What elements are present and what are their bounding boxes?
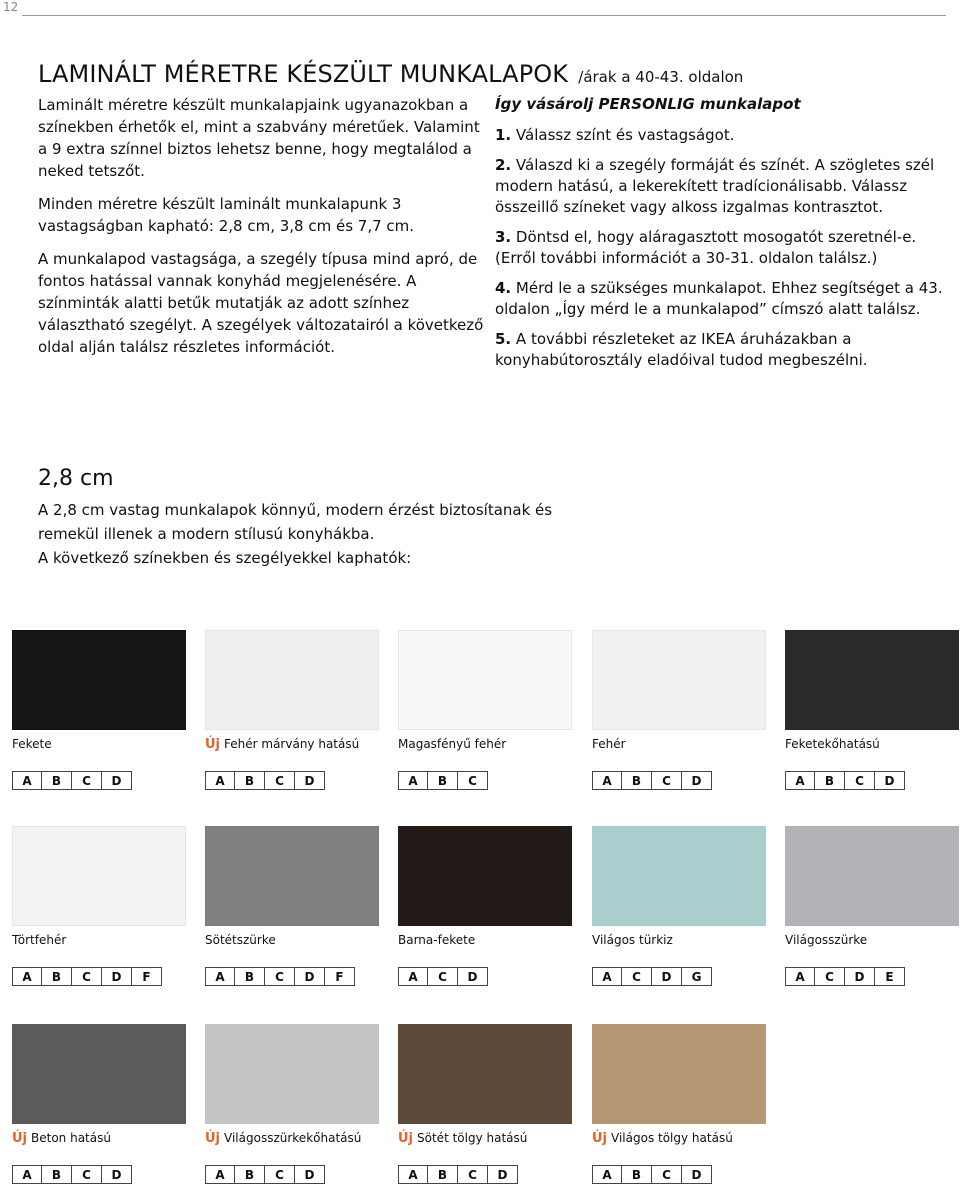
- swatch-card: [592, 630, 766, 788]
- swatch-label: [205, 737, 359, 752]
- color-swatch: [592, 630, 766, 730]
- swatch-name-text: Világos tölgy hatású: [611, 1131, 733, 1145]
- edge-options: [592, 771, 712, 790]
- swatch-card: [398, 1024, 572, 1182]
- edge-option-c: C: [845, 771, 875, 790]
- swatch-label: [398, 1131, 527, 1146]
- swatch-name-text: Feketekőhatású: [785, 737, 880, 751]
- edge-option-b: B: [235, 967, 265, 986]
- swatch-name-text: Világosszürke: [785, 933, 868, 947]
- swatch-label: [592, 737, 626, 751]
- step-text: Mérd le a szükséges munkalapot. Ehhez segítséget a 43. oldalon „Így mérd le a munkalapod” címszó alatt találsz.: [495, 279, 943, 318]
- swatch-card: [12, 826, 186, 984]
- edge-option-a: A: [398, 967, 428, 986]
- edge-options: [205, 1165, 325, 1184]
- edge-option-c: C: [622, 967, 652, 986]
- edge-option-a: A: [592, 967, 622, 986]
- swatch-name-text: Fehér: [592, 737, 626, 751]
- color-swatch: [205, 826, 379, 926]
- swatch-card: [592, 1024, 766, 1182]
- swatch-card: [205, 826, 379, 984]
- edge-option-a: A: [592, 771, 622, 790]
- edge-option-a: A: [205, 1165, 235, 1184]
- swatch-label: [785, 933, 867, 947]
- step-item: [495, 227, 955, 269]
- color-swatch: [398, 1024, 572, 1124]
- edge-option-c: C: [458, 1165, 488, 1184]
- swatch-card: [398, 826, 572, 984]
- edge-options: [12, 771, 132, 790]
- edge-option-c: C: [265, 1165, 295, 1184]
- edge-option-b: B: [42, 967, 72, 986]
- swatch-name-text: Világosszürkekőhatású: [224, 1131, 362, 1145]
- color-swatch: [205, 630, 379, 730]
- section-heading: 2,8 cm: [38, 466, 114, 491]
- swatch-card: [785, 630, 959, 788]
- edge-option-b: B: [622, 1165, 652, 1184]
- edge-option-d: D: [295, 771, 325, 790]
- color-swatch: [592, 826, 766, 926]
- step-number: 3.: [495, 228, 512, 246]
- swatch-name-text: Fekete: [12, 737, 52, 751]
- new-badge: Új: [205, 737, 221, 752]
- edge-option-a: A: [12, 967, 42, 986]
- swatch-name-text: Beton hatású: [31, 1131, 111, 1145]
- edge-option-b: B: [622, 771, 652, 790]
- swatch-card: [785, 826, 959, 984]
- section-paragraph: A 2,8 cm vastag munkalapok könnyű, modern érzést biztosítanak és remekül illenek a modern stílusú konyhákba.: [38, 501, 553, 543]
- edge-option-c: C: [72, 967, 102, 986]
- edge-option-c: C: [72, 771, 102, 790]
- section-paragraph: A következő színekben és szegélyekkel kaphatók:: [38, 549, 412, 567]
- edge-option-b: B: [235, 771, 265, 790]
- color-swatch: [12, 1024, 186, 1124]
- swatch-name-text: Sötét tölgy hatású: [417, 1131, 528, 1145]
- edge-option-a: A: [12, 1165, 42, 1184]
- step-number: 2.: [495, 156, 512, 174]
- edge-option-g: G: [682, 967, 712, 986]
- edge-option-c: C: [428, 967, 458, 986]
- color-swatch: [592, 1024, 766, 1124]
- edge-option-a: A: [785, 771, 815, 790]
- swatch-label: [12, 1131, 111, 1146]
- step-number: 4.: [495, 279, 512, 297]
- step-item: [495, 329, 955, 371]
- edge-option-d: D: [295, 967, 325, 986]
- color-swatch: [398, 826, 572, 926]
- color-swatch: [398, 630, 572, 730]
- step-text: Döntsd el, hogy aláragasztott mosogatót szeretnél-e. (Erről további információt a 30-31. oldalon találsz.): [495, 228, 917, 267]
- edge-option-b: B: [42, 771, 72, 790]
- edge-option-d: D: [102, 1165, 132, 1184]
- swatch-card: [205, 630, 379, 788]
- edge-option-f: F: [325, 967, 355, 986]
- edge-option-f: F: [132, 967, 162, 986]
- color-swatch: [785, 630, 959, 730]
- edge-options: [398, 771, 488, 790]
- edge-options: [592, 967, 712, 986]
- top-rule: [22, 15, 946, 16]
- step-number: 5.: [495, 330, 512, 348]
- edge-options: [12, 967, 162, 986]
- intro-paragraph: Minden méretre készült laminált munkalapunk 3 vastagságban kapható: 2,8 cm, 3,8 cm és 7,7 cm.: [38, 195, 415, 235]
- intro-paragraph: Laminált méretre készült munkalapjaink ugyanazokban a színekben érhetők el, mint a szabvány méretűek. Valamint a 9 extra színnel biztos lehetsz benne, hogy megtalálod a neked tetszőt.: [38, 96, 480, 180]
- edge-option-c: C: [265, 967, 295, 986]
- new-badge: Új: [592, 1131, 608, 1146]
- swatch-card: [205, 1024, 379, 1182]
- swatch-name-text: Fehér márvány hatású: [224, 737, 360, 751]
- swatch-label: [398, 933, 475, 947]
- swatch-label: [205, 933, 276, 947]
- step-number: 1.: [495, 126, 512, 144]
- edge-option-b: B: [815, 771, 845, 790]
- edge-option-c: C: [652, 1165, 682, 1184]
- swatch-name-text: Barna-fekete: [398, 933, 476, 947]
- edge-option-d: D: [102, 771, 132, 790]
- color-swatch: [12, 630, 186, 730]
- step-item: [495, 125, 955, 146]
- edge-options: [785, 771, 905, 790]
- swatch-label: [785, 737, 880, 751]
- edge-option-b: B: [235, 1165, 265, 1184]
- intro-column: [38, 94, 488, 369]
- edge-option-d: D: [682, 1165, 712, 1184]
- step-text: A további részleteket az IKEA áruházakban a konyhabútorosztály eladóival tudod megbeszélni.: [495, 330, 868, 369]
- new-badge: Új: [398, 1131, 414, 1146]
- how-to-buy-heading: Így vásárolj PERSONLIG munkalapot: [495, 95, 801, 113]
- swatch-card: [592, 826, 766, 984]
- swatch-card: [12, 630, 186, 788]
- edge-option-a: A: [592, 1165, 622, 1184]
- edge-option-d: D: [102, 967, 132, 986]
- new-badge: Új: [12, 1131, 28, 1146]
- swatch-card: [12, 1024, 186, 1182]
- edge-option-a: A: [785, 967, 815, 986]
- page-number: 12: [3, 0, 19, 14]
- edge-option-b: B: [428, 1165, 458, 1184]
- edge-option-d: D: [488, 1165, 518, 1184]
- edge-option-a: A: [398, 1165, 428, 1184]
- how-to-buy-column: [495, 94, 955, 380]
- edge-option-d: D: [652, 967, 682, 986]
- edge-options: [12, 1165, 132, 1184]
- swatch-label: [12, 737, 52, 751]
- swatch-label: [592, 933, 673, 947]
- edge-option-a: A: [12, 771, 42, 790]
- edge-option-d: D: [295, 1165, 325, 1184]
- new-badge: Új: [205, 1131, 221, 1146]
- edge-options: [205, 967, 355, 986]
- swatch-name-text: Törtfehér: [12, 933, 67, 947]
- edge-option-b: B: [42, 1165, 72, 1184]
- swatch-label: [12, 933, 66, 947]
- edge-option-a: A: [205, 967, 235, 986]
- edge-option-c: C: [72, 1165, 102, 1184]
- edge-option-c: C: [458, 771, 488, 790]
- intro-paragraph: A munkalapod vastagsága, a szegély típusa mind apró, de fontos hatással vannak konyhád megjelenésére. A színminták alatti betűk mutatják az adott színhez választható szegélyt. A szegélyek változatairól a következő oldal alján találsz részletes információt.: [38, 250, 484, 356]
- color-swatch: [205, 1024, 379, 1124]
- swatch-card: [398, 630, 572, 788]
- color-swatch: [12, 826, 186, 926]
- edge-option-d: D: [682, 771, 712, 790]
- edge-options: [398, 1165, 518, 1184]
- edge-option-a: A: [398, 771, 428, 790]
- step-item: [495, 278, 955, 320]
- title-sub: /árak a 40-43. oldalon: [578, 68, 744, 86]
- swatch-name-text: Sötétszürke: [205, 933, 276, 947]
- thickness-section: [38, 466, 598, 570]
- edge-options: [205, 771, 325, 790]
- step-text: Válaszd ki a szegély formáját és színét. A szögletes szél modern hatású, a lekerekített tradícionálisabb. Válassz összeillő színeket vagy alkoss izgalmas kontrasztot.: [495, 156, 935, 216]
- edge-options: [785, 967, 905, 986]
- edge-option-d: D: [845, 967, 875, 986]
- edge-option-e: E: [875, 967, 905, 986]
- step-text: Válassz színt és vastagságot.: [515, 126, 735, 144]
- edge-option-c: C: [815, 967, 845, 986]
- step-item: [495, 155, 955, 218]
- swatch-name-text: Magasfényű fehér: [398, 737, 507, 751]
- swatch-name-text: Világos türkiz: [592, 933, 673, 947]
- edge-options: [398, 967, 488, 986]
- page-title: [38, 52, 743, 90]
- edge-option-a: A: [205, 771, 235, 790]
- edge-option-c: C: [652, 771, 682, 790]
- edge-options: [592, 1165, 712, 1184]
- swatch-label: [205, 1131, 361, 1146]
- swatch-label: [398, 737, 506, 751]
- edge-option-b: B: [428, 771, 458, 790]
- swatch-label: [592, 1131, 733, 1146]
- edge-option-d: D: [875, 771, 905, 790]
- edge-option-c: C: [265, 771, 295, 790]
- edge-option-d: D: [458, 967, 488, 986]
- color-swatch: [785, 826, 959, 926]
- title-main: LAMINÁLT MÉRETRE KÉSZÜLT MUNKALAPOK: [38, 60, 569, 88]
